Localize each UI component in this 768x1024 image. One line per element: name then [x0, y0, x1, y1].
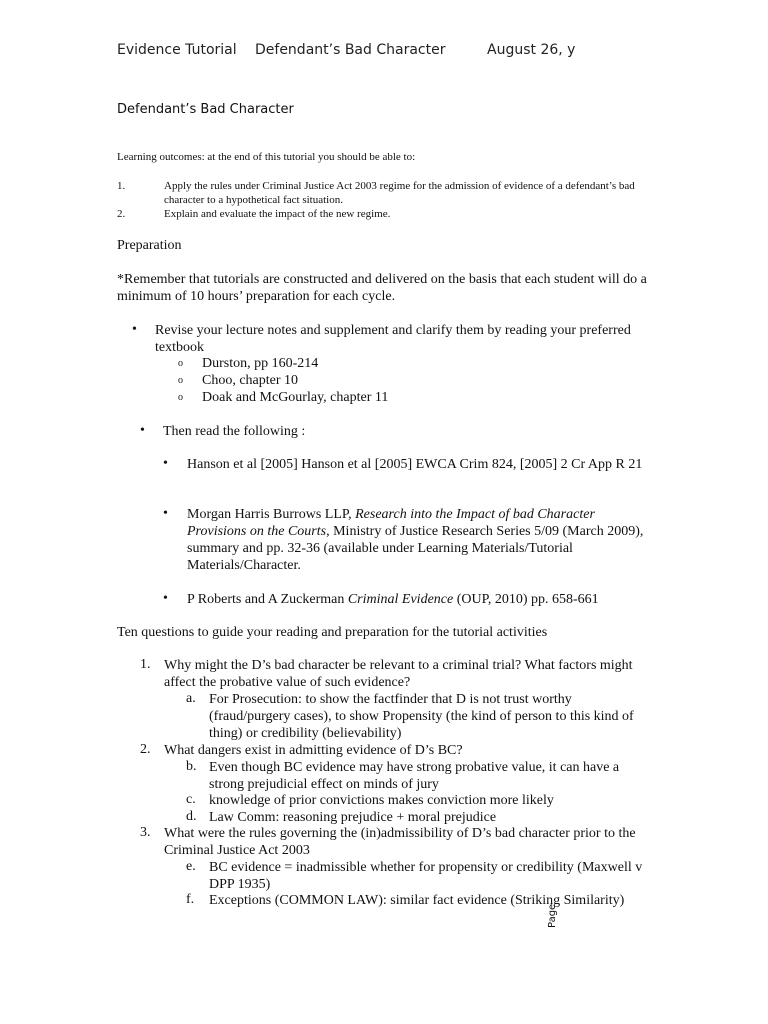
reading-roberts	[187, 591, 599, 608]
answer-a-text: For Prosecution: to show the factfinder that D is not trust worthy (fraud/purgery cases), to show Propensity (the kind of person to this kind of thing) or credibility (believability)	[209, 692, 634, 741]
preparation-heading: Preparation	[117, 238, 182, 253]
circle-bullet-icon: o	[178, 358, 183, 369]
answer-c-text: knowledge of prior convictions makes conviction more likely	[209, 793, 554, 808]
reading-morgan	[187, 506, 647, 574]
outcome-2-number: 2.	[117, 208, 126, 220]
answer-a-letter: a.	[186, 691, 196, 706]
outcome-1-text: Apply the rules under Criminal Justice Act 2003 regime for the admission of evidence of a defendant’s bad character to a hypothetical fact situation.	[164, 180, 635, 206]
outcome-1-number: 1.	[117, 180, 126, 192]
question-3-number: 3.	[140, 825, 151, 840]
revise-text: Revise your lecture notes and supplement and clarify them by reading your preferred textbook	[155, 323, 631, 355]
question-2-text: What dangers exist in admitting evidence of D’s BC?	[164, 743, 463, 758]
answer-f-text: Exceptions (COMMON LAW): similar fact evidence (Striking Similarity)	[209, 893, 625, 908]
textbook-doak: Doak and McGourlay, chapter 11	[202, 390, 389, 405]
bullet-icon: •	[132, 322, 137, 337]
learning-outcomes-intro: Learning outcomes: at the end of this tutorial you should be able to:	[117, 151, 416, 163]
answer-e-letter: e.	[186, 859, 196, 874]
answer-c-letter: c.	[186, 792, 196, 807]
question-2-number: 2.	[140, 742, 151, 757]
reading-morgan-details: , Ministry of Justice Research Series 5/09 (March 2009), summary and pp. 32-36 (available under Learning Materials/Tutorial Materials/Character.	[187, 524, 644, 573]
circle-bullet-icon: o	[178, 392, 183, 403]
reading-roberts-details: (OUP, 2010) pp. 658-661	[453, 592, 599, 607]
bullet-icon: •	[163, 591, 168, 606]
reading-roberts-title: Criminal Evidence	[347, 592, 454, 607]
answer-b-letter: b.	[186, 759, 197, 774]
question-1-number: 1.	[140, 657, 151, 672]
bullet-icon: •	[163, 506, 168, 521]
reading-morgan-authors: Morgan Harris Burrows LLP,	[187, 507, 356, 522]
textbook-choo: Choo, chapter 10	[202, 373, 299, 388]
question-1-text: Why might the D’s bad character be relevant to a criminal trial? What factors might affect the probative value of such evidence?	[164, 658, 633, 690]
page-title: Defendant’s Bad Character	[117, 102, 294, 117]
reading-hanson: Hanson et al [2005] Hanson et al [2005] EWCA Crim 824, [2005] 2 Cr App R 21	[187, 457, 643, 472]
preparation-note: *Remember that tutorials are constructed and delivered on the basis that each student will do a minimum of 10 hours’ preparation for each cycle.	[117, 272, 647, 304]
answer-e-text: BC evidence = inadmissible whether for propensity or credibility (Maxwell v DPP 1935)	[209, 860, 643, 892]
header-topic: Defendant’s Bad Character	[255, 42, 446, 58]
outcome-2-text: Explain and evaluate the impact of the new regime.	[164, 208, 391, 220]
answer-d-letter: d.	[186, 809, 197, 824]
header-course: Evidence Tutorial	[117, 42, 237, 58]
questions-intro: Ten questions to guide your reading and preparation for the tutorial activities	[117, 625, 548, 640]
then-read-text: Then read the following :	[163, 424, 306, 439]
reading-morgan-title: Research into the Impact of bad Character Provisions on the Courts	[187, 507, 595, 539]
question-3-text: What were the rules governing the (in)admissibility of D’s bad character prior to the Criminal Justice Act 2003	[164, 826, 636, 858]
page-label-footer: Page	[547, 903, 558, 928]
answer-b-text: Even though BC evidence may have strong probative value, it can have a strong prejudicial effect on minds of jury	[209, 760, 620, 792]
header-date: August 26, y	[487, 42, 576, 58]
answer-d-text: Law Comm: reasoning prejudice + moral prejudice	[209, 810, 497, 825]
bullet-icon: •	[140, 423, 145, 438]
reading-roberts-authors: P Roberts and A Zuckerman	[187, 592, 348, 607]
circle-bullet-icon: o	[178, 375, 183, 386]
bullet-icon: •	[163, 456, 168, 471]
answer-f-letter: f.	[186, 892, 195, 907]
textbook-durston: Durston, pp 160-214	[202, 356, 319, 371]
